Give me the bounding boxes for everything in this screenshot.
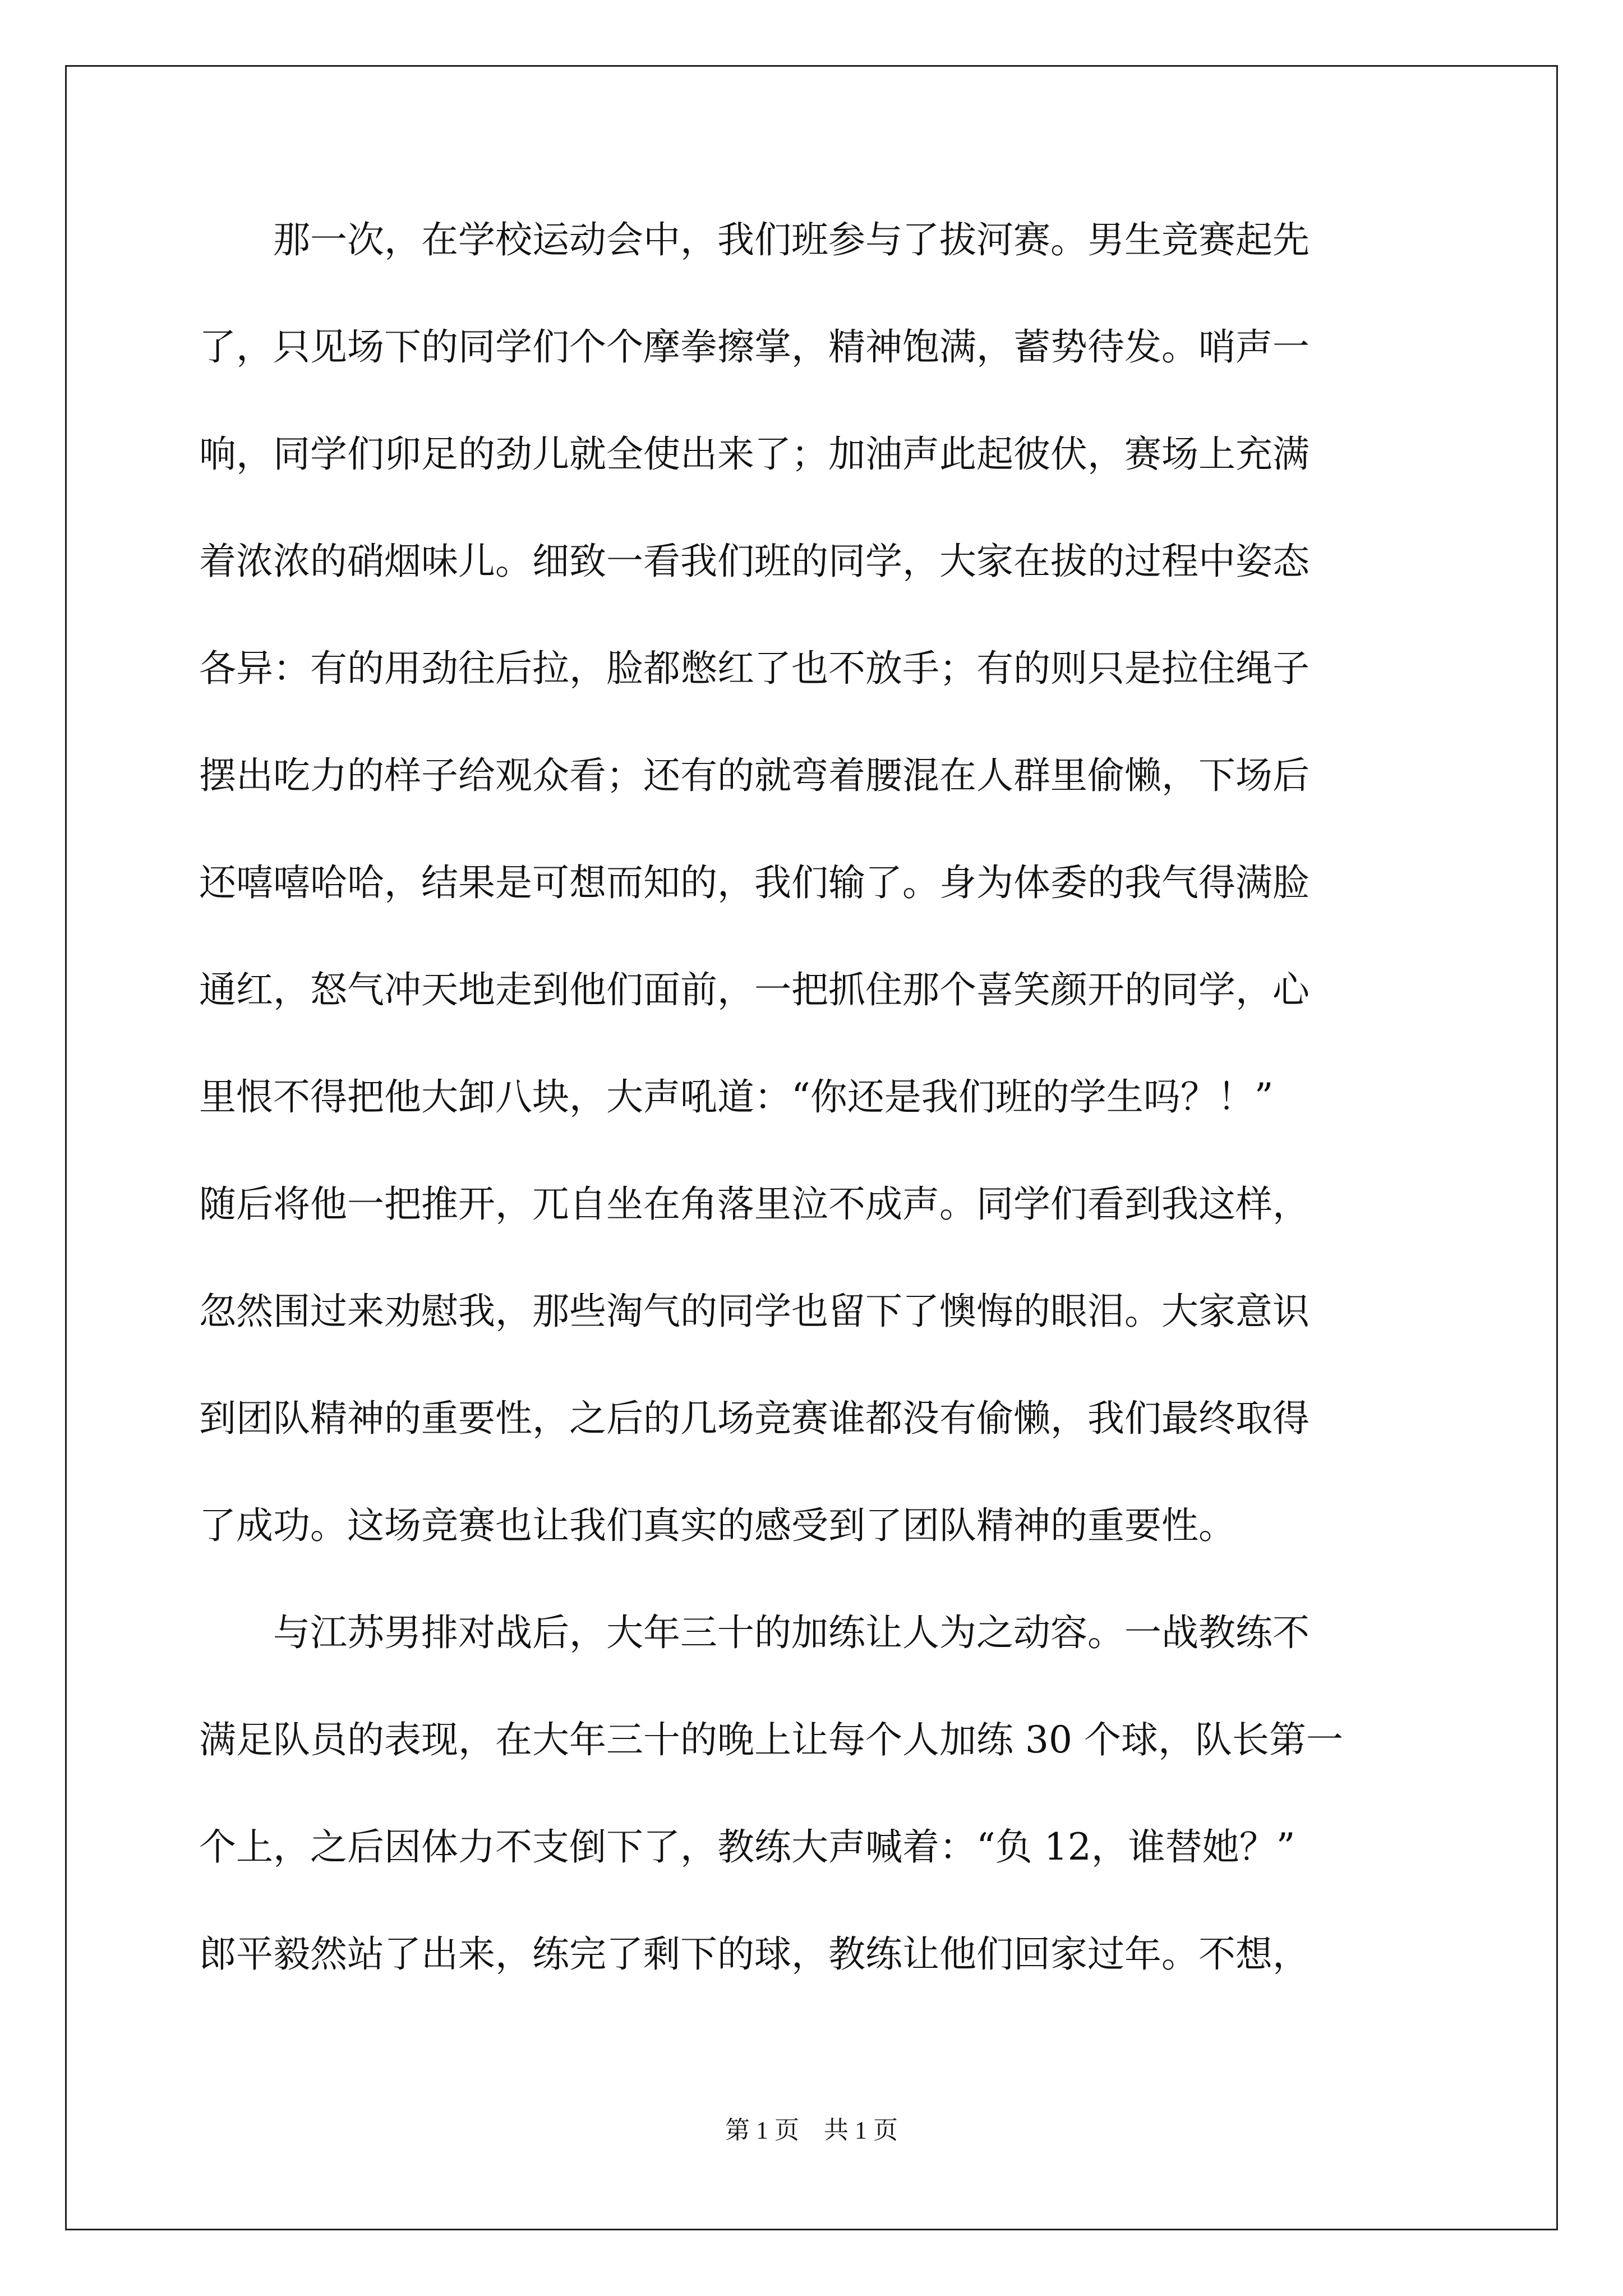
text-line: 郎平毅然站了出来，练完了剩下的球，教练让他们回家过年。不想， — [199, 1932, 1310, 1976]
text-line: 那一次，在学校运动会中，我们班参与了拔河赛。男生竞赛起先 — [199, 218, 1310, 261]
text-line: 响，同学们卯足的劲儿就全使出来了；加油声此起彼伏，赛场上充满 — [199, 432, 1310, 476]
text-line: 到团队精神的重要性，之后的几场竞赛谁都没有偷懒，我们最终取得 — [199, 1397, 1310, 1440]
text-line: 忽然围过来劝慰我，那些淘气的同学也留下了懊悔的眼泪。大家意识 — [199, 1290, 1310, 1333]
text-line: 还嘻嘻哈哈，结果是可想而知的，我们输了。身为体委的我气得满脸 — [199, 861, 1310, 904]
text-line: 里恨不得把他大卸八块，大声吼道：“你还是我们班的学生吗？！” — [199, 1075, 1274, 1119]
text-line: 着浓浓的硝烟味儿。细致一看我们班的同学，大家在拔的过程中姿态 — [199, 540, 1310, 583]
text-line: 与江苏男排对战后，大年三十的加练让人为之动容。一战教练不 — [199, 1611, 1310, 1654]
text-line: 了成功。这场竞赛也让我们真实的感受到了团队精神的重要性。 — [199, 1504, 1235, 1547]
page-border — [65, 65, 1558, 2230]
text-line: 随后将他一把推开，兀自坐在角落里泣不成声。同学们看到我这样， — [199, 1182, 1310, 1226]
text-line: 了，只见场下的同学们个个摩拳擦掌，精神饱满，蓄势待发。哨声一 — [199, 325, 1310, 369]
text-line: 摆出吃力的样子给观众看；还有的就弯着腰混在人群里偷懒，下场后 — [199, 754, 1310, 797]
text-line: 个上，之后因体力不支倒下了，教练大声喊着：“负 12，谁替她？” — [199, 1825, 1295, 1869]
text-line: 通红，怒气冲天地走到他们面前，一把抓住那个喜笑颜开的同学，心 — [199, 968, 1310, 1011]
text-line: 各异：有的用劲往后拉，脸都憋红了也不放手；有的则只是拉住绳子 — [199, 647, 1310, 690]
text-line: 满足队员的表现，在大年三十的晚上让每个人加练 30 个球，队长第一 — [199, 1718, 1343, 1761]
page-number-footer: 第 1 页 共 1 页 — [725, 2116, 898, 2144]
